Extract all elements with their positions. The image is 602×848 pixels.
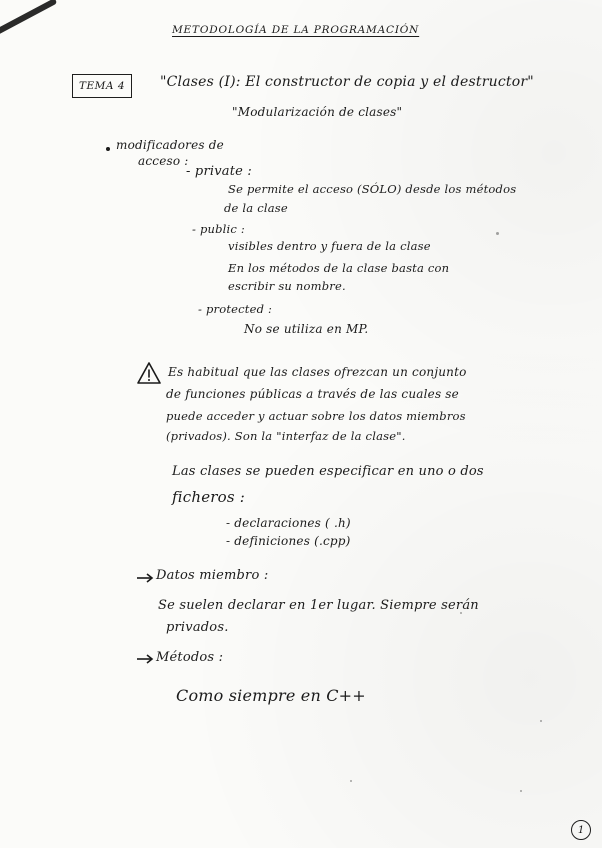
page-number-text: 1 xyxy=(577,824,585,836)
public-desc-line2: En los métodos de la clase basta con xyxy=(228,261,450,275)
files-line2: ficheros : xyxy=(172,488,246,506)
corner-pen-mark xyxy=(0,0,57,36)
warning-line1: Es habitual que las clases ofrezcan un conjunto xyxy=(168,365,467,379)
scan-speck xyxy=(350,780,352,782)
scan-speck xyxy=(540,720,542,722)
page-title: METODOLOGÍA DE LA PROGRAMACIÓN xyxy=(172,24,420,36)
private-desc-line1: Se permite el acceso (SÓLO) desde los métodos xyxy=(228,182,517,196)
modifiers-intro-line1: modificadores de xyxy=(116,138,224,152)
warning-triangle-icon xyxy=(136,361,162,385)
public-label: - public : xyxy=(192,222,245,236)
page-number xyxy=(571,820,591,840)
warning-line3: puede acceder y actuar sobre los datos miembros xyxy=(166,409,466,423)
topic-subheading: "Modularización de clases" xyxy=(232,105,403,119)
protected-label: - protected : xyxy=(198,302,273,316)
data-members-label: Datos miembro : xyxy=(156,568,269,583)
methods-desc: Como siempre en C++ xyxy=(176,686,366,705)
scan-speck xyxy=(460,612,462,614)
private-label: - private : xyxy=(186,164,252,179)
data-members-desc-line2: privados. xyxy=(166,620,229,635)
topic-number-box xyxy=(72,74,132,98)
warning-line2: de funciones públicas a través de las cuales se xyxy=(166,387,459,401)
files-item-declarations: - declaraciones ( .h) xyxy=(226,516,351,530)
files-line1: Las clases se pueden especificar en uno o dos xyxy=(172,464,484,479)
files-item-definitions: - definiciones (.cpp) xyxy=(226,534,351,548)
scan-speck xyxy=(496,232,499,235)
scan-speck xyxy=(520,790,522,792)
right-arrow-icon xyxy=(136,573,154,583)
bullet-dot-icon xyxy=(106,147,110,151)
topic-number: TEMA 4 xyxy=(78,80,126,92)
right-arrow-icon xyxy=(136,654,154,664)
topic-heading: "Clases (I): El constructor de copia y el destructor" xyxy=(160,74,534,90)
methods-label: Métodos : xyxy=(156,650,224,665)
protected-desc: No se utiliza en MP. xyxy=(244,322,369,336)
modifiers-intro-line2: acceso : xyxy=(138,154,189,168)
private-desc-line2: de la clase xyxy=(224,201,288,215)
warning-line4: (privados). Son la "interfaz de la clase". xyxy=(166,429,406,443)
public-desc-line1: visibles dentro y fuera de la clase xyxy=(228,239,431,253)
public-desc-line3: escribir su nombre. xyxy=(228,279,346,293)
data-members-desc-line1: Se suelen declarar en 1er lugar. Siempre serán xyxy=(158,598,479,613)
